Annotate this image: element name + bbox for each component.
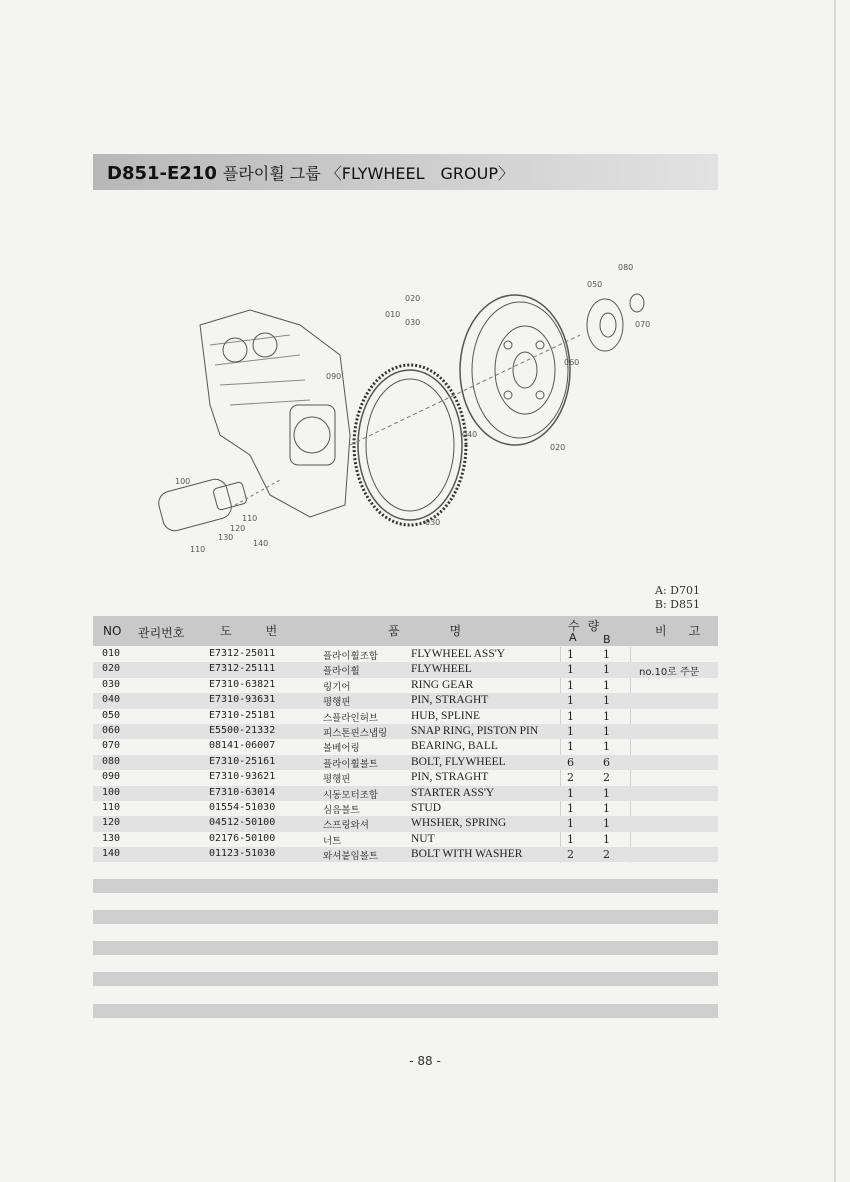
callout-080: 080	[618, 263, 634, 272]
korean-name: 플라이휠조합	[323, 651, 379, 662]
qty-a: 1	[567, 801, 574, 815]
part-code: E7310-93621	[209, 771, 276, 783]
table-row	[93, 647, 718, 662]
exploded-parts-diagram	[140, 255, 660, 575]
part-code: 08141-06007	[209, 740, 276, 752]
part-code: E7310-25161	[209, 755, 276, 767]
english-name: BEARING, BALL	[411, 740, 498, 753]
row-number: 090	[102, 771, 121, 783]
qty-b: 1	[603, 740, 610, 754]
callout-040: 040	[462, 430, 478, 439]
qty-b: 1	[603, 832, 610, 846]
english-name: NUT	[411, 832, 435, 845]
table-row	[93, 847, 718, 862]
row-number: 080	[102, 755, 121, 767]
table-row	[93, 832, 718, 847]
table-row	[93, 678, 718, 693]
korean-name: 스플라인허브	[323, 712, 379, 724]
korean-name: 평행핀	[323, 697, 351, 709]
english-name: BOLT WITH WASHER	[411, 848, 523, 861]
qty-a: 1	[567, 709, 574, 723]
row-number: 140	[102, 848, 121, 860]
model-code: D851-E210	[107, 163, 217, 184]
callout-090: 090	[326, 372, 342, 381]
diagram-drawing	[140, 255, 660, 575]
part-code: E7310-63014	[209, 786, 276, 798]
callout-100: 100	[175, 477, 191, 486]
header-mgmt-number: 관리번호	[138, 626, 185, 640]
table-row	[93, 770, 718, 785]
qty-b: 1	[603, 801, 610, 815]
row-number: 040	[102, 694, 121, 706]
qty-a: 1	[567, 678, 574, 692]
english-name: PIN, STRAGHT	[411, 694, 489, 707]
table-row	[93, 693, 718, 708]
callout-060: 060	[564, 358, 580, 367]
korean-name: 심음볼트	[323, 804, 360, 816]
row-number: 060	[102, 724, 121, 736]
korean-name: 볼베어링	[323, 743, 360, 755]
qty-b: 1	[603, 694, 610, 708]
qty-b: 2	[603, 848, 610, 862]
korean-name: 플라이휠볼트	[323, 758, 379, 770]
page-edge	[834, 0, 836, 1182]
row-number: 110	[102, 801, 121, 813]
qty-a: 2	[567, 771, 574, 785]
english-name: HUB, SPLINE	[411, 709, 481, 722]
table-row	[93, 755, 718, 770]
qty-a: 1	[567, 694, 574, 708]
qty-a: 6	[567, 755, 574, 769]
empty-table-band	[93, 972, 718, 986]
qty-b: 1	[603, 678, 610, 692]
english-name: PIN, STRAGHT	[411, 771, 489, 784]
row-number: 050	[102, 709, 121, 721]
group-title: 플라이휠 그룹 〈FLYWHEEL GROUP〉	[222, 164, 514, 183]
qty-a: 1	[567, 817, 574, 831]
qty-b: 1	[603, 786, 610, 800]
english-name: BOLT, FLYWHEEL	[411, 755, 506, 768]
english-name: FLYWHEEL	[411, 663, 472, 676]
korean-name: 와셔붙임볼트	[323, 851, 379, 863]
row-number: 130	[102, 832, 121, 844]
table-row	[93, 816, 718, 831]
callout-110: 110	[190, 545, 206, 554]
header-part-number: 도번	[220, 624, 312, 638]
english-name: RING GEAR	[411, 678, 474, 691]
row-number: 020	[102, 663, 121, 675]
table-row	[93, 786, 718, 801]
part-code: E5500-21332	[209, 724, 276, 736]
header-part-name: 품명	[388, 624, 512, 638]
empty-table-band	[93, 941, 718, 955]
callout-020: 020	[550, 443, 566, 452]
part-code: 02176-50100	[209, 832, 276, 844]
row-number: 010	[102, 648, 121, 659]
page-title	[107, 161, 514, 184]
parts-table-header	[93, 616, 723, 646]
callout-020-upper: 020	[405, 294, 421, 303]
korean-name: 플라이휠	[323, 666, 360, 678]
callout-140: 140	[253, 539, 269, 548]
qty-a: 1	[567, 786, 574, 800]
page-number: - 88 -	[409, 1054, 441, 1068]
title-bar	[93, 154, 718, 190]
part-code: E7310-63821	[209, 678, 276, 690]
callout-030: 030	[425, 518, 441, 527]
callout-030-upper: 030	[405, 318, 421, 327]
part-code: E7312-25011	[209, 648, 276, 659]
row-number: 120	[102, 817, 121, 829]
qty-b: 1	[603, 724, 610, 738]
korean-name: 평행핀	[323, 774, 351, 786]
header-qty-b: B	[603, 633, 611, 646]
qty-a: 1	[567, 663, 574, 677]
row-number: 070	[102, 740, 121, 752]
part-code: 04512-50100	[209, 817, 276, 829]
part-code: E7310-25181	[209, 709, 276, 721]
header-remarks: 비고	[655, 624, 723, 638]
empty-table-band	[93, 910, 718, 924]
row-number: 030	[102, 678, 121, 690]
table-row	[93, 724, 718, 739]
korean-name: 링기어	[323, 681, 351, 693]
english-name: FLYWHEEL ASS'Y	[411, 648, 506, 660]
qty-a: 1	[567, 648, 574, 661]
callout-070: 070	[635, 320, 651, 329]
qty-a: 1	[567, 724, 574, 738]
english-name: STUD	[411, 801, 442, 814]
table-row	[93, 801, 718, 816]
callout-110-upper: 110	[242, 514, 258, 523]
part-code: E7310-93631	[209, 694, 276, 706]
qty-b: 1	[603, 817, 610, 831]
part-code: 01123-51030	[209, 848, 276, 860]
remarks: no.10로 주문	[639, 667, 700, 679]
qty-a: 1	[567, 832, 574, 846]
korean-name: 너트	[323, 835, 342, 847]
empty-table-band	[93, 1004, 718, 1018]
row-number: 100	[102, 786, 121, 798]
korean-name: 피스톤핀스냅링	[323, 727, 388, 739]
korean-name: 스프링와셔	[323, 820, 369, 832]
qty-b: 1	[603, 648, 610, 661]
header-qty-a: A	[569, 631, 577, 644]
table-row	[93, 662, 718, 677]
table-row	[93, 709, 718, 724]
empty-table-band	[93, 879, 718, 893]
korean-name: 시동모터조합	[323, 789, 379, 801]
english-name: WHSHER, SPRING	[411, 817, 507, 830]
qty-b: 1	[603, 663, 610, 677]
qty-a: 2	[567, 848, 574, 862]
header-no: NO	[103, 624, 122, 638]
qty-b: 2	[603, 771, 610, 785]
qty-b: 6	[603, 755, 610, 769]
qty-b: 1	[603, 709, 610, 723]
callout-010: 010	[385, 310, 401, 319]
english-name: STARTER ASS'Y	[411, 786, 495, 799]
table-row	[93, 739, 718, 754]
part-code: 01554-51030	[209, 801, 276, 813]
legend-model-b: B: D851	[654, 598, 700, 611]
legend-model-a: A: D701	[655, 584, 700, 597]
callout-130: 130	[218, 533, 234, 542]
qty-a: 1	[567, 740, 574, 754]
part-code: E7312-25111	[209, 663, 276, 675]
callout-050: 050	[587, 280, 603, 289]
english-name: SNAP RING, PISTON PIN	[411, 724, 539, 737]
parts-table-body	[93, 647, 718, 862]
callout-120: 120	[230, 524, 246, 533]
header-quantity: 수량	[568, 619, 608, 633]
